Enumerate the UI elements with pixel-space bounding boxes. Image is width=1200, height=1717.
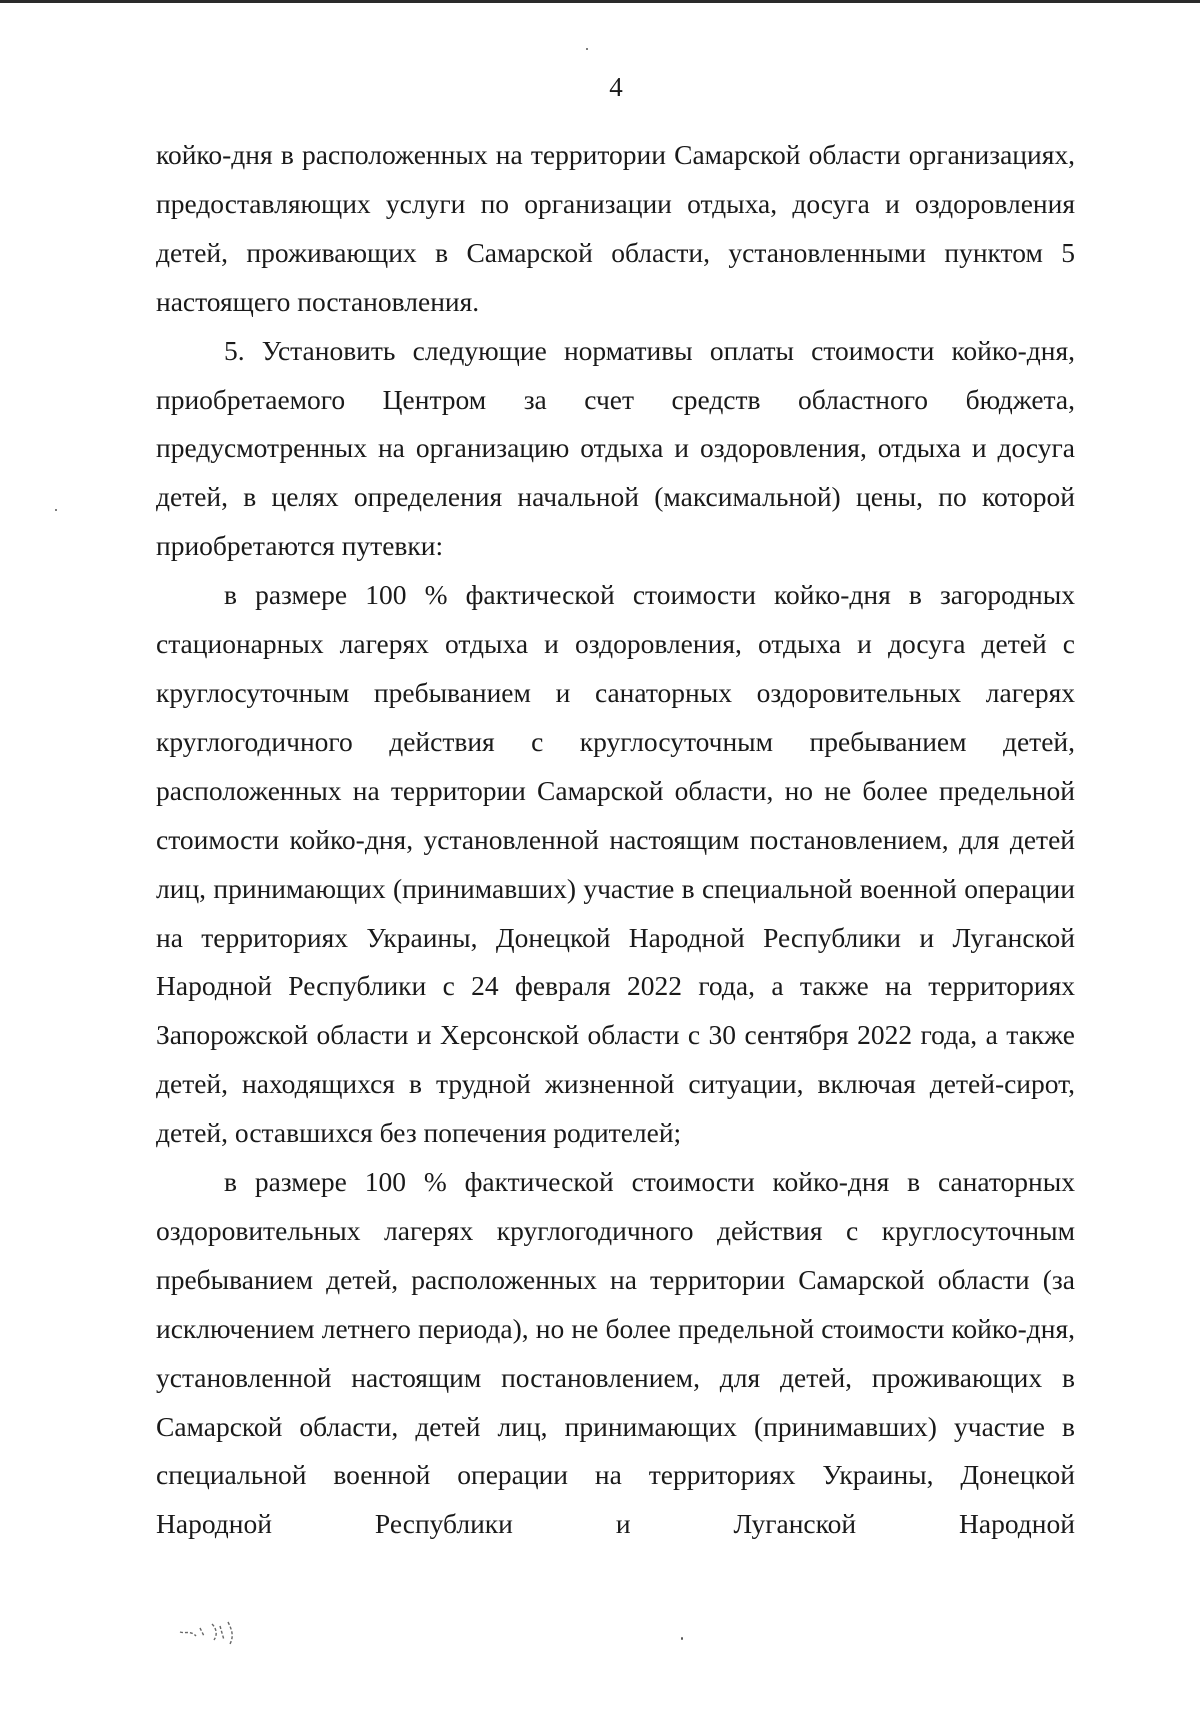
page-number: 4	[609, 72, 623, 102]
scan-speck	[681, 1637, 683, 1640]
scan-speck	[55, 509, 57, 511]
scan-speck	[586, 48, 588, 50]
document-body	[156, 131, 1075, 1549]
paragraph-continuation: койко-дня в расположенных на территории Самарской области организациях, предоставляющих услуги по организации отдыха, досуга и оздоровления детей, проживающих в Самарской области, установленными пунктом 5 настоящего постановления.	[156, 139, 1075, 317]
paragraph-item-5: 5. Установить следующие нормативы оплаты стоимости койко-дня, приобретаемого Центром за счет средств областного бюджета, предусмотренных на организацию отдыха и оздоровления, отдыха и досуга детей, в целях определения начальной (максимальной) цены, по которой приобретаются путевки:	[156, 334, 1075, 562]
signature-mark	[176, 1610, 266, 1650]
paragraph-norm-summer-camps: в размере 100 % фактической стоимости койко-дня в загородных стационарных лагерях отдыха и оздоровления, отдыха и досуга детей с круглосуточным пребыванием и санаторных оздоровительных лагерях круглогодичного действия с круглосуточным пребыванием детей, расположенных на территории Самарской области, но не более предельной стоимости койко-дня, установленной настоящим постановлением, для детей лиц, принимающих (принимавших) участие в специальной военной операции на территориях Украины, Донецкой Народной Республики и Луганской Народной Республики с 24 февраля 2022 года, а также на территориях Запорожской области и Херсонской области с 30 сентября 2022 года, а также детей, находящихся в трудной жизненной ситуации, включая детей-сирот, детей, оставшихся без попечения родителей;	[156, 579, 1075, 1149]
paragraph-norm-sanatorium-camps: в размере 100 % фактической стоимости койко-дня в санаторных оздоровительных лагерях круглогодичного действия с круглосуточным пребыванием детей, расположенных на территории Самарской области (за исключением летнего периода), но не более предельной стоимости койко-дня, установленной настоящим постановлением, для детей, проживающих в Самарской области, детей лиц, принимающих (принимавших) участие в специальной военной операции на территориях Украины, Донецкой Народной Республики и Луганской Народной	[156, 1166, 1075, 1540]
top-border-line	[0, 0, 1200, 3]
